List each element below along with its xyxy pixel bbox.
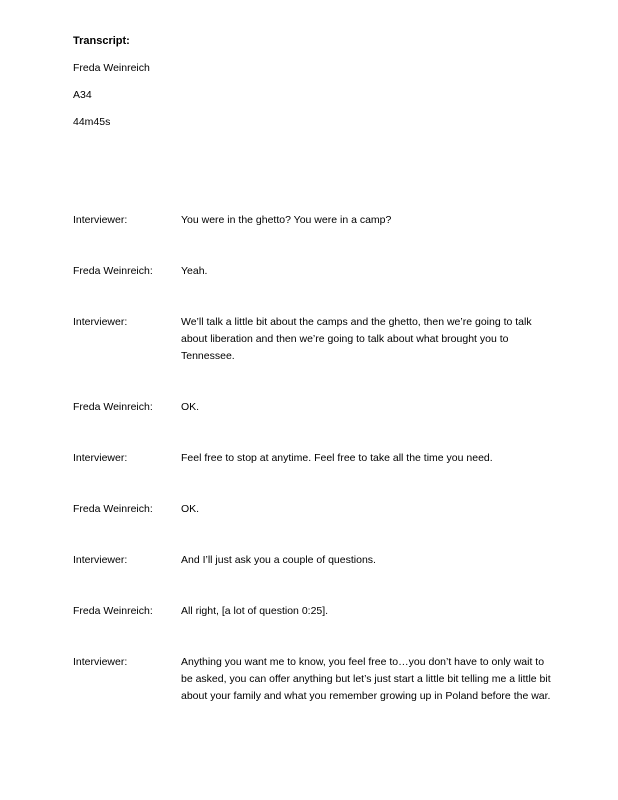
speaker-label: Freda Weinreich: [73,503,153,515]
transcript-entry [73,399,553,416]
speaker-label: Interviewer: [73,452,128,464]
transcript-entry [73,314,553,365]
utterance-text: All right, [a lot of question 0:25]. [181,605,329,617]
utterance-text: OK. [181,503,200,515]
utterance-text: Yeah. [181,265,208,277]
speaker-label: Interviewer: [73,214,128,226]
transcript-entry [73,654,553,705]
utterance-text: You were in the ghetto? You were in a camp? [181,214,392,226]
speaker-label: Freda Weinreich: [73,265,153,277]
speaker-label: Interviewer: [73,656,128,668]
speaker-label: Freda Weinreich: [73,401,153,413]
utterance-text: We’ll talk a little bit about the camps and the ghetto, then we’re going to talk about liberation and then we’re going to talk about what brought you to Tennessee. [181,316,532,362]
transcript-code: A34 [73,89,92,101]
utterance-text: Anything you want me to know, you feel free to…you don’t have to only wait to be asked, you can offer anything but let’s just start a little bit telling me a little bit about your family and what you remember growing up in Poland before the war. [181,656,551,702]
speaker-label: Interviewer: [73,554,128,566]
transcript-entry [73,450,553,467]
interviewee-name: Freda Weinreich [73,62,150,74]
transcript-entry [73,552,553,569]
transcript-body [73,212,553,705]
transcript-duration: 44m45s [73,116,111,128]
transcript-entry [73,501,553,518]
utterance-text: OK. [181,401,200,413]
utterance-text: Feel free to stop at anytime. Feel free to take all the time you need. [181,452,493,464]
transcript-entry [73,263,553,280]
speaker-label: Interviewer: [73,316,128,328]
transcript-entry [73,212,553,229]
utterance-text: And I’ll just ask you a couple of questions. [181,554,376,566]
transcript-entry [73,603,553,620]
transcript-title: Transcript: [73,35,130,47]
speaker-label: Freda Weinreich: [73,605,153,617]
transcript-header [73,34,150,142]
